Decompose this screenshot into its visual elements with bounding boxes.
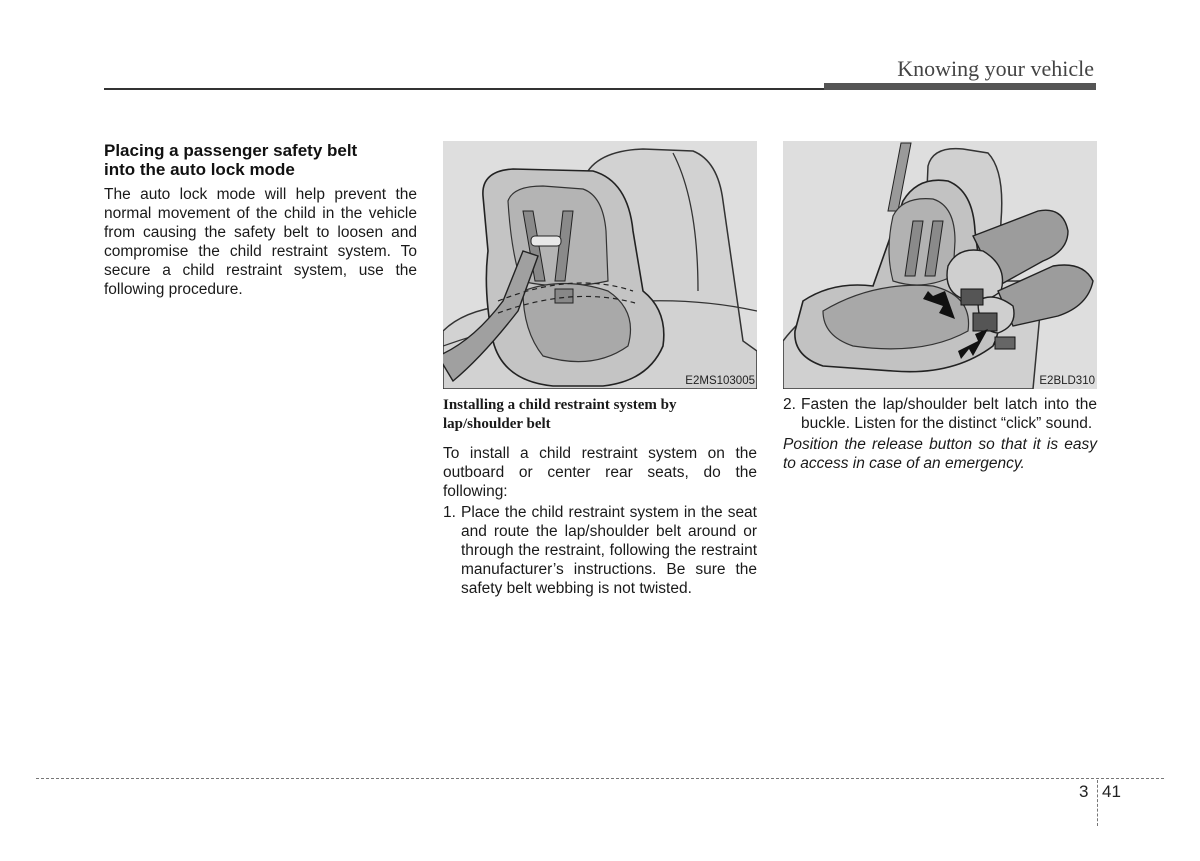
section-heading-line2: into the auto lock mode — [104, 160, 295, 179]
page-number: 41 — [1102, 782, 1121, 801]
figure-code: E2MS103005 — [685, 375, 755, 387]
child-seat-drawing — [443, 141, 757, 389]
step-list — [443, 503, 757, 598]
header-rule-accent — [824, 83, 1096, 90]
caption-line2: lap/shoulder belt — [443, 416, 551, 432]
note-paragraph: Position the release button so that it is easy to access in case of an emergency. — [783, 436, 1097, 472]
column-2 — [443, 141, 757, 598]
column-1 — [104, 141, 417, 299]
chapter-number: 3 — [1079, 782, 1089, 801]
section-heading — [104, 141, 417, 179]
caption-line1: Installing a child restraint system by — [443, 397, 677, 413]
figure-code: E2BLD310 — [1039, 375, 1095, 387]
child-seat-illustration — [443, 141, 757, 389]
column-3 — [783, 141, 1097, 473]
running-header: Knowing your vehicle — [897, 56, 1094, 81]
figure-caption — [443, 396, 757, 434]
list-item — [443, 503, 757, 598]
section-paragraph: The auto lock mode will help prevent the normal movement of the child in the vehicle from causing the safety belt to loosen and compromise the child restraint system. To secure a child restraint system, use the following procedure. — [104, 186, 417, 298]
intro-paragraph: To install a child restraint system on the outboard or center rear seats, do the following: — [443, 445, 757, 500]
page-number-divider — [1097, 780, 1098, 826]
step-number: 1. — [443, 504, 456, 521]
section-heading-line1: Placing a passenger safety belt — [104, 141, 358, 160]
step-list — [783, 395, 1097, 433]
list-item — [783, 395, 1097, 433]
header-rule — [104, 88, 824, 90]
step-number: 2. — [783, 396, 796, 413]
step-text: Fasten the lap/shoulder belt latch into the buckle. Listen for the distinct “click” sound. — [801, 396, 1097, 432]
buckle-drawing — [783, 141, 1097, 389]
step-text: Place the child restraint system in the seat and route the lap/shoulder belt around or through the restraint, following the restraint manufacturer’s instructions. Be sure the safety belt webbing is not twisted. — [461, 504, 757, 597]
buckle-illustration — [783, 141, 1097, 389]
footer-divider — [36, 778, 1164, 779]
